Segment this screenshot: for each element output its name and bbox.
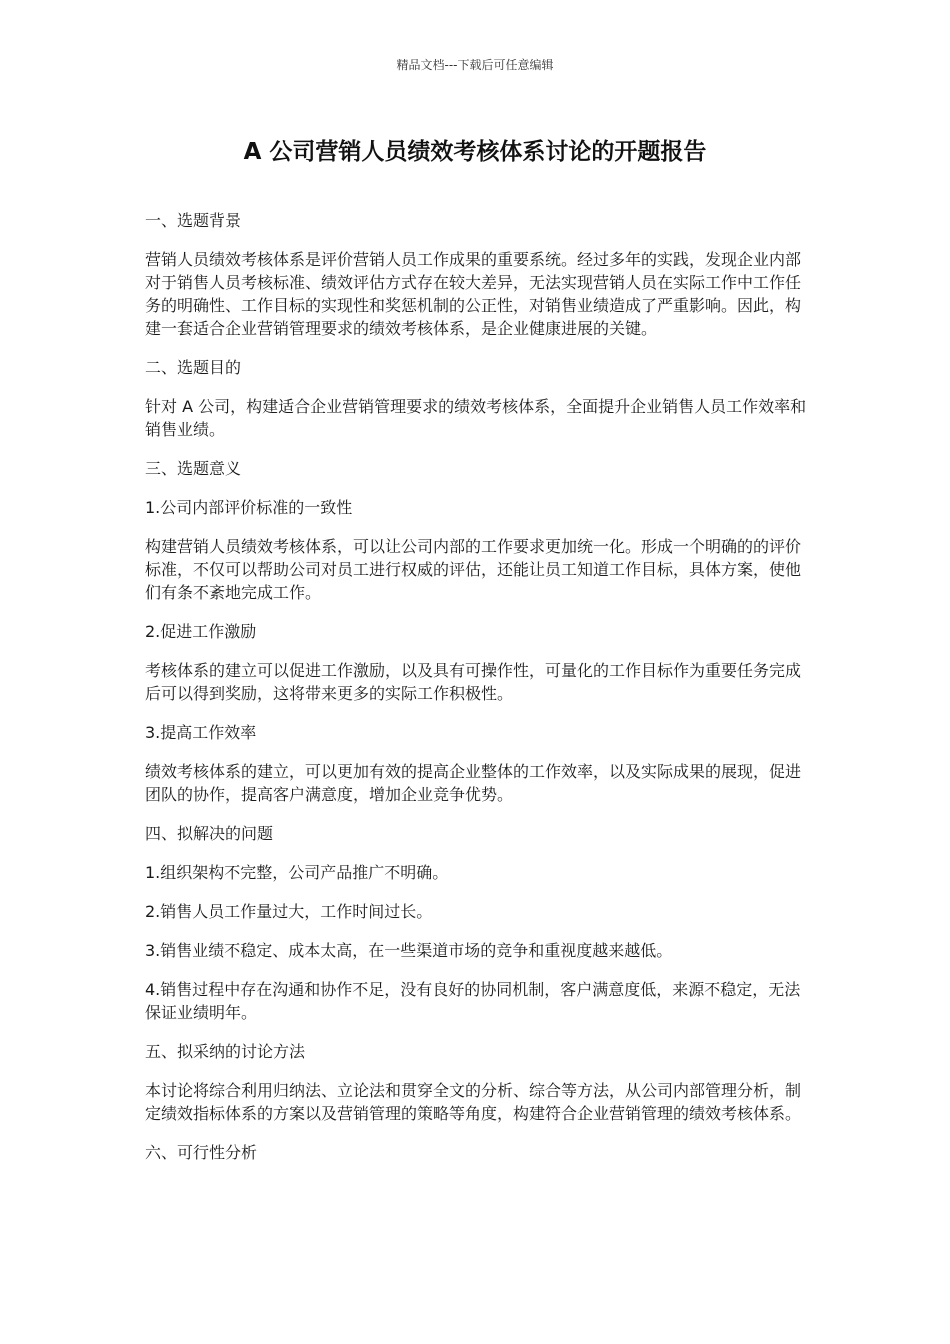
document-body: [145, 209, 810, 1180]
list-item-problem-1: 1.组织架构不完整，公司产品推广不明确。: [145, 863, 449, 882]
subheading-motivation: 2.促进工作激励: [145, 622, 257, 641]
paragraph-consistency: 构建营销人员绩效考核体系，可以让公司内部的工作要求更加统一化。形成一个明确的的评价标准，不仅可以帮助公司对员工进行权威的评估，还能让员工知道工作目标，具体方案，使他们有条不紊地完成工作。: [145, 537, 802, 602]
list-item-problem-2: 2.销售人员工作量过大，工作时间过长。: [145, 902, 433, 921]
subheading-efficiency: 3.提高工作效率: [145, 723, 257, 742]
section-heading-background: 一、选题背景: [145, 211, 242, 230]
section-heading-methods: 五、拟采纳的讨论方法: [145, 1042, 306, 1061]
section-heading-feasibility: 六、可行性分析: [145, 1143, 258, 1162]
list-item-problem-4: 4.销售过程中存在沟通和协作不足，没有良好的协同机制，客户满意度低，来源不稳定，无法保证业绩明年。: [145, 980, 801, 1022]
document-title: A 公司营销人员绩效考核体系讨论的开题报告: [243, 139, 707, 165]
subheading-consistency: 1.公司内部评价标准的一致性: [145, 498, 353, 517]
paragraph-efficiency: 绩效考核体系的建立，可以更加有效的提高企业整体的工作效率，以及实际成果的展现，促进团队的协作，提高客户满意度，增加企业竞争优势。: [145, 762, 802, 804]
paragraph-background: 营销人员绩效考核体系是评价营销人员工作成果的重要系统。经过多年的实践，发现企业内部对于销售人员考核标准、绩效评估方式存在较大差异，无法实现营销人员在实际工作中工作任务的明确性、工作目标的实现性和奖惩机制的公正性，对销售业绩造成了严重影响。因此，构建一套适合企业营销管理要求的绩效考核体系，是企业健康进展的关键。: [145, 250, 802, 338]
section-heading-significance: 三、选题意义: [145, 459, 242, 478]
section-heading-purpose: 二、选题目的: [145, 358, 242, 377]
paragraph-motivation: 考核体系的建立可以促进工作激励，以及具有可操作性，可量化的工作目标作为重要任务完成后可以得到奖励，这将带来更多的实际工作积极性。: [145, 661, 802, 703]
page-header: 精品文档---下载后可任意编辑: [396, 58, 554, 72]
paragraph-methods: 本讨论将综合利用归纳法、立论法和贯穿全文的分析、综合等方法，从公司内部管理分析，制定绩效指标体系的方案以及营销管理的策略等角度，构建符合企业营销管理的绩效考核体系。: [145, 1081, 802, 1123]
paragraph-purpose: 针对 A 公司，构建适合企业营销管理要求的绩效考核体系，全面提升企业销售人员工作效率和销售业绩。: [145, 397, 807, 439]
section-heading-problems: 四、拟解决的问题: [145, 824, 274, 843]
list-item-problem-3: 3.销售业绩不稳定、成本太高，在一些渠道市场的竞争和重视度越来越低。: [145, 941, 673, 960]
